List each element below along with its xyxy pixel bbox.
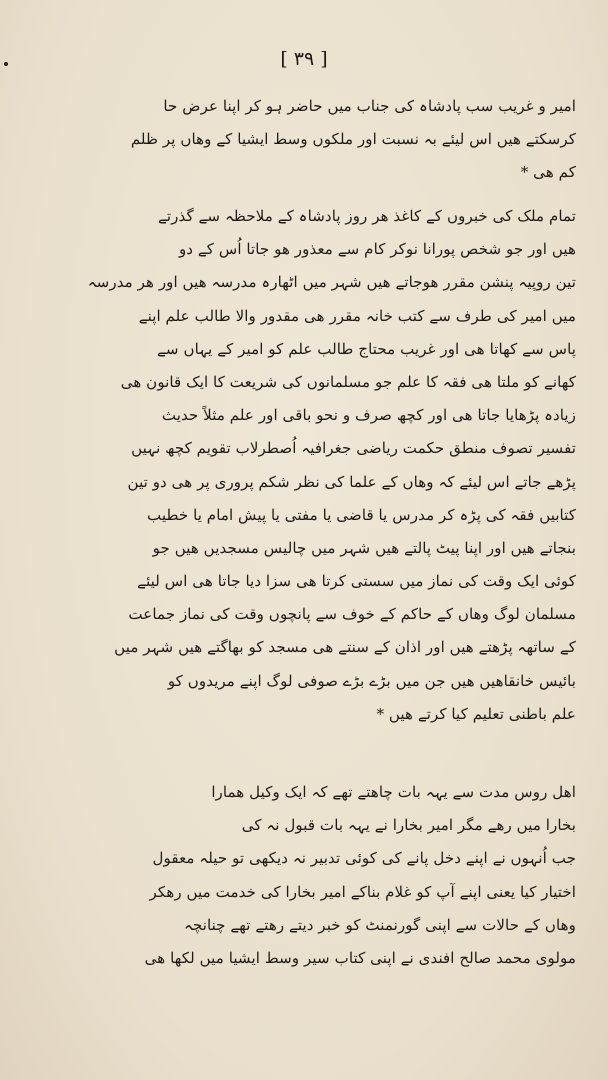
page-number: [ ٣٩ ]: [280, 48, 328, 70]
text-line: بخارا میں رھے مگر امیر بخارا نے یہہ بات قبول نہ کی: [241, 816, 576, 835]
text-line: جب اُنہوں نے اپنے دخل پانے کی کوئی تدبیر نہ دیکھی تو حیلہ معقول: [152, 849, 576, 868]
paragraph-1: [86, 90, 576, 190]
text-line: اھل روس مدت سے یہہ بات چاھتے تھے کہ ایک وکیل ھمارا: [211, 783, 576, 801]
text-line: کرسکتے ھیں اس لیئے بہ نسبت اور ملکوں وسط ایشیا کے وھاں پر ظلم: [130, 130, 576, 149]
text-line: امیر و غریب سب پادشاہ کی جناب میں حاضر ہو کر اپنا عرض حا: [163, 97, 576, 115]
text-line: زیادہ پڑھایا جاتا ھی اور کچھ صرف و نحو باقی اور علم مثلاً حدیث: [161, 406, 576, 425]
text-line: مسلمان لوگ وھاں کے حاکم کے خوف سے پانچوں وقت کی نماز جماعت: [128, 605, 576, 624]
text-line: تمام ملک کی خبروں کے کاغذ ھر روز پادشاہ کے ملاحظہ سے گذرتے: [158, 207, 576, 225]
text-line: وھاں کے حالات سے اپنی گورنمنٹ کو خبر دیتے رھتے تھے چنانچہ: [184, 915, 576, 934]
text-line: بنجاتے ھیں اور اپنا پیٹ پالتے ھیں شہر میں چالیس مسجدیں ھیں جو: [152, 538, 576, 557]
text-line: پاس سے کھاتا ھی اور غریب محتاج طالب علم کو امیر کے یہاں سے: [157, 339, 576, 358]
text-line: کھانے کو ملتا ھی فقہ کا علم جو مسلمانوں کی شریعت کا ایک قانون ھی: [120, 372, 576, 391]
text-line: ھیں اور جو شخص پورانا نوکر کام سے معذور ھو جاتا اُس کے دو: [178, 240, 576, 259]
paragraph-3: [86, 776, 576, 975]
paragraph-2: [86, 200, 576, 731]
text-line: علم باطنی تعلیم کیا کرتے ھیں *: [376, 704, 576, 723]
text-line: کے ساتھہ پڑھتے ھیں اور اذان کے سنتے ھی مسجد کو بھاگتے ھیں شہر میں: [114, 638, 576, 657]
text-line: مولوی محمد صالح افندی نے اپنی کتاب سیر وسط ایشیا میں لکھا ھی: [144, 948, 576, 967]
text-line: اختیار کیا یعنی اپنے آپ کو غلام بناکے امیر بخارا کی خدمت میں رھکر: [149, 882, 576, 901]
text-line: تین روپیہ پنشن مقرر ھوجاتے ھیں شہر میں اٹھارہ مدرسہ ھیں اور ھر مدرسہ: [87, 273, 576, 292]
text-line: کوئی ایک وقت کی نماز میں سستی کرتا ھی سزا دیا جاتا ھی اس لیئے: [137, 572, 576, 591]
text-line: تفسیر تصوف منطق حکمت ریاضی جغرافیہ اُصطرلاب تقویم کچھ نہیں: [131, 439, 576, 458]
text-line: بائیس خانقاھیں ھیں جن میں بڑے بڑے صوفی لوگ اپنے مریدوں کو: [167, 671, 576, 690]
text-line: میں امیر کی طرف سے کتب خانہ مقرر ھی مقدور والا طالب علم اپنے: [138, 306, 576, 325]
text-line: کتابیں فقہ کی پڑہ کر مدرس یا قاضی یا مفتی یا پیش امام یا خطیب: [146, 505, 576, 524]
text-line: پڑھے جاتے اس لیئے کہ وھاں کے علما کی نظر شکم پروری پر ھی دو تین: [127, 472, 576, 491]
text-line: کم ھی *: [520, 163, 576, 182]
